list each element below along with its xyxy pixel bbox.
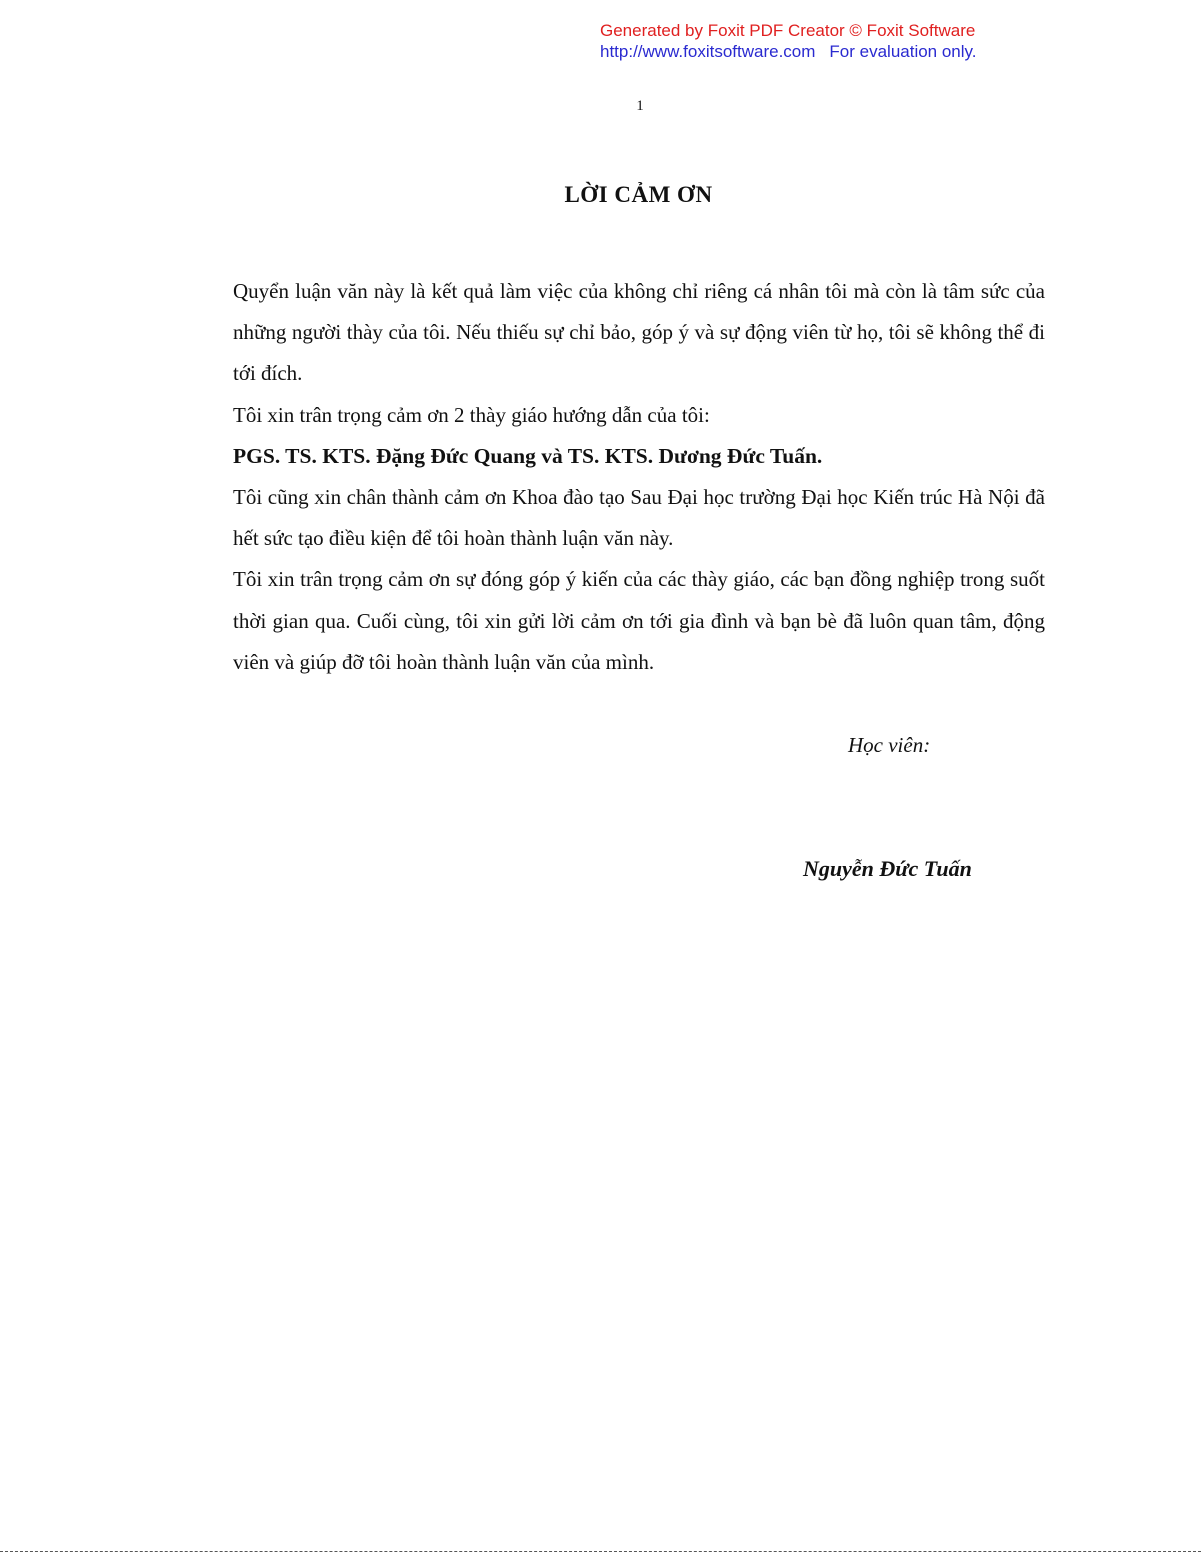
student-name: Nguyễn Đức Tuấn bbox=[803, 856, 972, 881]
page-number: 1 bbox=[636, 98, 644, 114]
watermark-url: http://www.foxitsoftware.com bbox=[600, 42, 816, 61]
paragraph-advisor-names: PGS. TS. KTS. Đặng Đức Quang và TS. KTS. Dương Đức Tuấn. bbox=[233, 443, 823, 468]
page-bottom-divider bbox=[0, 1551, 1201, 1552]
watermark-note: For evaluation only. bbox=[829, 42, 977, 61]
watermark-line-1: Generated by Foxit PDF Creator © Foxit Software bbox=[600, 21, 976, 40]
page-title: LỜI CẢM ƠN bbox=[564, 182, 713, 207]
paragraph-thanks-family: Tôi xin trân trọng cảm ơn sự đóng góp ý kiến của các thày giáo, các bạn đồng nghiệp trong suốt thời gian qua. Cuối cùng, tôi xin gửi lời cảm ơn tới gia đình và bạn bè đã luôn quan tâm, động viên và giúp đỡ tôi hoàn thành luận văn của mình. bbox=[233, 567, 1045, 674]
student-label: Học viên: bbox=[848, 733, 931, 757]
watermark-line-2 bbox=[600, 41, 977, 62]
acknowledgement-body bbox=[233, 271, 1045, 683]
paragraph-thanks-faculty: Tôi cũng xin chân thành cảm ơn Khoa đào tạo Sau Đại học trường Đại học Kiến trúc Hà Nội đã hết sức tạo điều kiện để tôi hoàn thành luận văn này. bbox=[233, 485, 1045, 551]
paragraph-thanks-advisors: Tôi xin trân trọng cảm ơn 2 thày giáo hướng dẫn của tôi: bbox=[233, 402, 710, 427]
paragraph-intro: Quyển luận văn này là kết quả làm việc của không chỉ riêng cá nhân tôi mà còn là tâm sức của những người thày của tôi. Nếu thiếu sự chỉ bảo, góp ý và sự động viên từ họ, tôi sẽ không thể đi tới đích. bbox=[233, 279, 1045, 386]
foxit-watermark bbox=[600, 20, 977, 62]
